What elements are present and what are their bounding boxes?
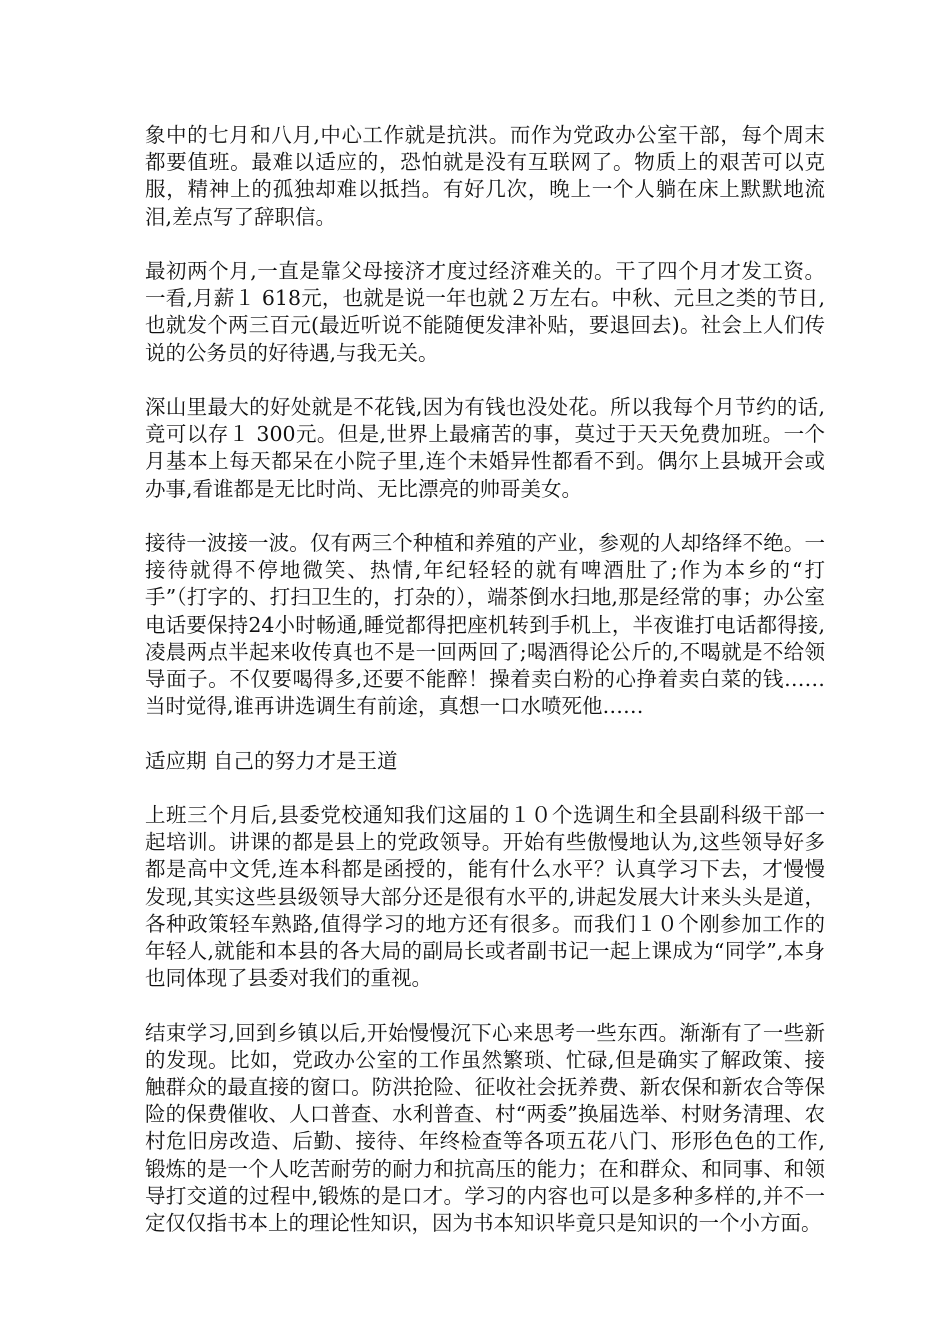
section-heading-adaptation: 适应期 自己的努力才是王道 bbox=[145, 748, 398, 773]
paragraph-reception: 接待一波接一波。仅有两三个种植和养殖的产业，参观的人却络绎不绝。一接待就得不停地微笑、热情,年纪轻轻的就有啤酒肚了;作为本乡的“打手”（打字的、打扫卫生的，打杂的），端茶倒水扫地,那是经常的事；办公室电话要保持24小时畅通,睡觉都得把座机转到手机上，半夜谁打电话都得接,凌晨两点半起来收传真也不是一回两回了;喝酒得论公斤的,不喝就是不给领导面子。不仅要喝得多,还要不能醉！操着卖白粉的心挣着卖白菜的钱……当时觉得,谁再讲选调生有前途，真想一口水喷死他…… bbox=[145, 531, 825, 719]
paragraph-flood-duty: 象中的七月和八月,中心工作就是抗洪。而作为党政办公室干部，每个周末都要值班。最难以适应的，恐怕就是没有互联网了。物质上的艰苦可以克服，精神上的孤独却难以抵挡。有好几次，晚上一个人躺在床上默默地流泪,差点写了辞职信。 bbox=[145, 123, 825, 229]
paragraph-savings: 深山里最大的好处就是不花钱,因为有钱也没处花。所以我每个月节约的话,竟可以存１ 300元。但是,世界上最痛苦的事，莫过于天天免费加班。一个月基本上每天都呆在小院子里,连个未婚异性都看不到。偶尔上县城开会或办事,看谁都是无比时尚、无比漂亮的帅哥美女。 bbox=[145, 395, 825, 501]
paragraph-salary: 最初两个月,一直是靠父母接济才度过经济难关的。干了四个月才发工资。一看,月薪１ 618元，也就是说一年也就２万左右。中秋、元旦之类的节日,也就发个两三百元(最近听说不能随便发津补贴，要退回去)。社会上人们传说的公务员的好待遇,与我无关。 bbox=[145, 259, 825, 365]
paragraph-reflection: 结束学习,回到乡镇以后,开始慢慢沉下心来思考一些东西。渐渐有了一些新的发现。比如，党政办公室的工作虽然繁琐、忙碌,但是确实了解政策、接触群众的最直接的窗口。防洪抢险、征收社会抚养费、新农保和新农合等保险的保费催收、人口普查、水利普查、村“两委”换届选举、村财务清理、农村危旧房改造、后勤、接待、年终检查等各项五花八门、形形色色的工作,锻炼的是一个人吃苦耐劳的耐力和抗高压的能力；在和群众、和同事、和领导打交道的过程中,锻炼的是口才。学习的内容也可以是多种多样的,并不一定仅仅指书本上的理论性知识，因为书本知识毕竟只是知识的一个小方面。 bbox=[145, 1020, 825, 1236]
paragraph-training: 上班三个月后,县委党校通知我们这届的１０个选调生和全县副科级干部一起培训。讲课的都是县上的党政领导。开始有些傲慢地认为,这些领导好多都是高中文凭,连本科都是函授的，能有什么水平？认真学习下去，才慢慢发现,其实这些县级领导大部分还是很有水平的,讲起发展大计来头头是道，各种政策轻车熟路,值得学习的地方还有很多。而我们１０个刚参加工作的年轻人,就能和本县的各大局的副局长或者副书记一起上课成为“同学”,本身也同体现了县委对我们的重视。 bbox=[145, 803, 825, 991]
document-body bbox=[145, 122, 825, 1264]
